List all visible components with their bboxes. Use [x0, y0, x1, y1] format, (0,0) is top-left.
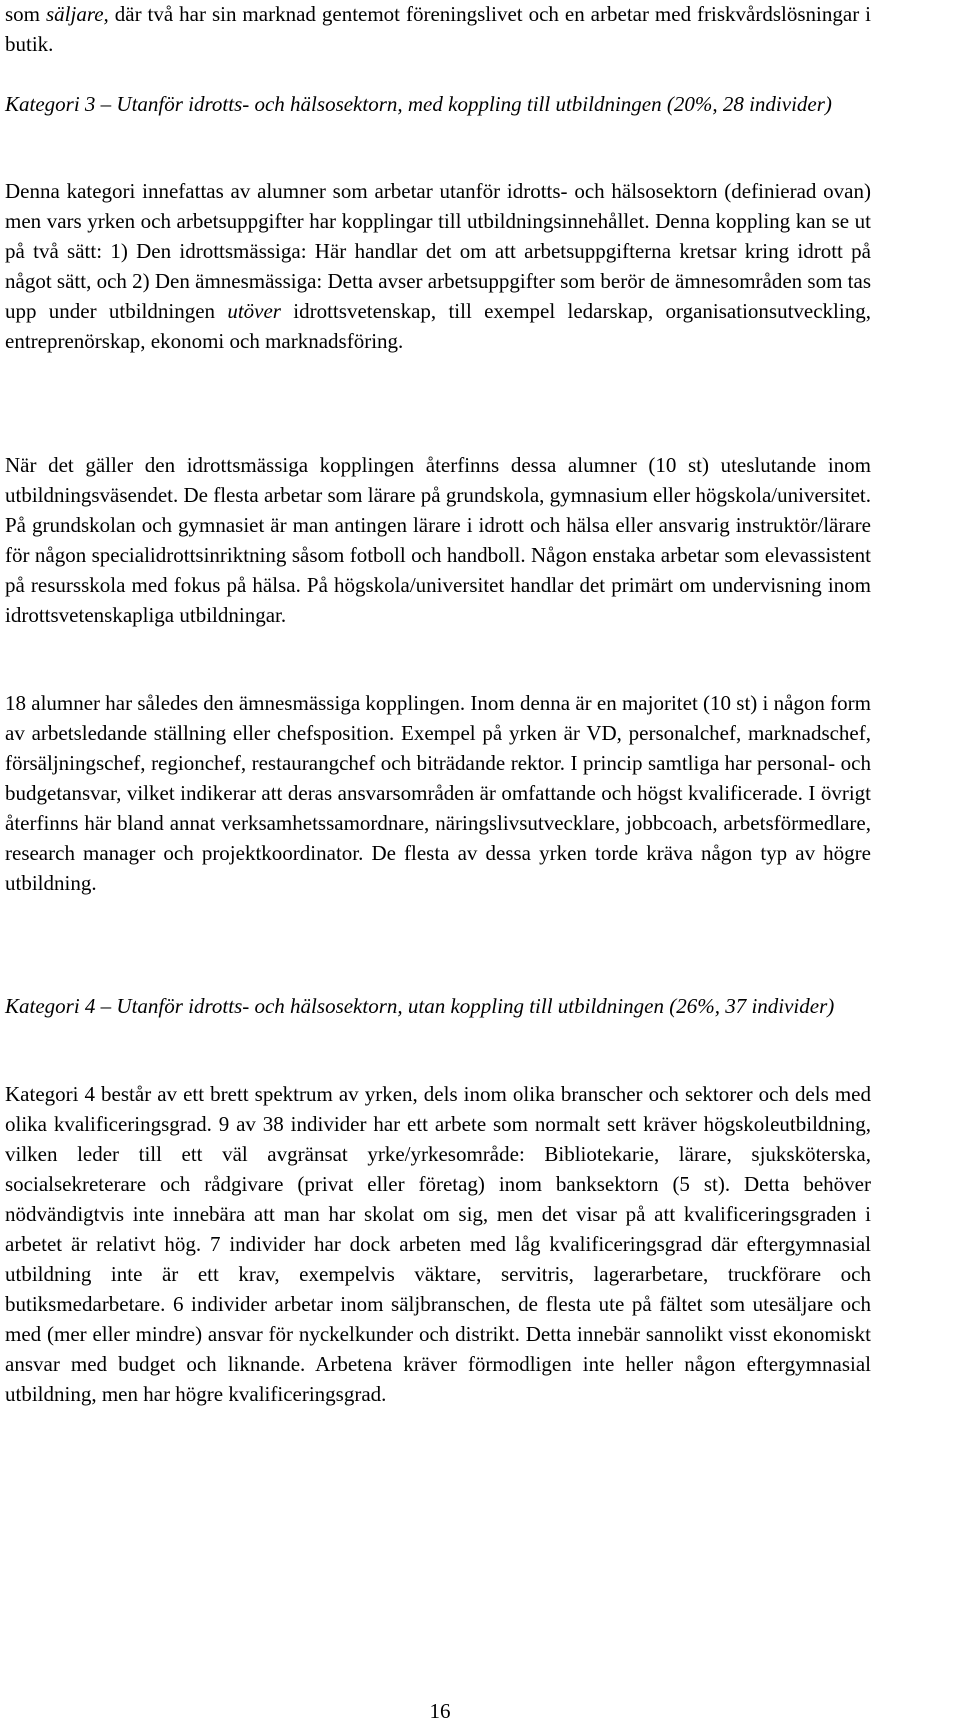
paragraph-category-3-a-italic-word: utöver: [227, 299, 281, 323]
intro-paragraph-text-end: där två har sin marknad gentemot föreningslivet och en arbetar med friskvårdslösningar i butik.: [5, 2, 871, 56]
heading-category-4: Kategori 4 – Utanför idrotts- och hälsosektorn, utan koppling till utbildningen (26%, 37 individer): [5, 994, 835, 1018]
intro-paragraph-italic-word: säljare,: [45, 2, 109, 26]
heading-category-3: Kategori 3 – Utanför idrotts- och hälsosektorn, med koppling till utbildningen (20%, 28 individer): [5, 92, 832, 116]
paragraph-category-3-a-text-start: Denna kategori innefattas av alumner som arbetar utanför idrotts- och hälsosektorn (definierad ovan) men vars yrken och arbetsuppgifter har kopplingar till utbildningsinnehållet. Denna koppling kan se ut på två sätt: 1) Den idrottsmässiga: Här handlar det om att arbetsuppgifterna kretsar kring idrott på något sätt, och 2) Den ämnesmässiga: Detta avser arbetsuppgifter som berör de ämnesområden som tas upp under utbildningen: [5, 179, 871, 323]
paragraph-category-3-a-text-end: idrottsvetenskap, till exempel ledarskap, organisationsutveckling, entreprenörskap, ekonomi och marknadsföring.: [5, 299, 871, 353]
paragraph-category-3-c: 18 alumner har således den ämnesmässiga kopplingen. Inom denna är en majoritet (10 st) i någon form av arbetsledande ställning eller chefsposition. Exempel på yrken är VD, personalchef, marknadschef, försäljningschef, regionchef, restaurangchef och biträdande rektor. I princip samtliga har personal- och budgetansvar, vilket indikerar att deras ansvarsområden är omfattande och högst kvalificerade. I övrigt återfinns här bland annat verksamhetssamordnare, näringslivsutvecklare, jobbcoach, arbetsförmedlare, research manager och projektkoordinator. De flesta av dessa yrken torde kräva någon typ av högre utbildning.: [5, 691, 872, 895]
intro-paragraph-text-start: som: [5, 2, 46, 26]
paragraph-category-4: Kategori 4 består av ett brett spektrum av yrken, dels inom olika branscher och sektorer och dels med olika kvalificeringsgrad. 9 av 38 individer har ett arbete som normalt sett kräver högskoleutbildning, vilken leder till ett väl avgränsat yrke/yrkesområde: Bibliotekarie, lärare, sjuksköterska, socialsekreterare och rådgivare (privat eller företag) inom banksektorn (5 st). Detta behöver nödvändigtvis inte innebära att man har skolat om sig, men det visar på att kvalificeringsgraden i arbetet är relativt hög. 7 individer har dock arbeten med låg kvalificeringsgrad där eftergymnasial utbildning inte är ett krav, exempelvis väktare, servitris, lagerarbetare, truckförare och butiksmedarbetare. 6 individer arbetar inom säljbranschen, de flesta ute på fältet som utesäljare och med (mer eller mindre) ansvar för nyckelkunder och distrikt. Detta innebär sannolikt visst ekonomiskt ansvar med budget och liknande. Arbetena kräver förmodligen inte heller någon eftergymnasial utbildning, men har högre kvalificeringsgrad.: [5, 1082, 871, 1406]
intro-paragraph: [5, 0, 871, 59]
paragraph-category-3-a: [5, 176, 871, 356]
paragraph-category-3-b: När det gäller den idrottsmässiga kopplingen återfinns dessa alumner (10 st) uteslutande inom utbildningsväsendet. De flesta arbetar som lärare på grundskola, gymnasium eller högskola/universitet. På grundskolan och gymnasiet är man antingen lärare i idrott och hälsa eller ansvarig instruktör/lärare för någon specialidrottsinriktning såsom fotboll och handboll. Någon enstaka arbetar som elevassistent på resursskola med fokus på hälsa. På högskola/universitet handlar det primärt om undervisning inom idrottsvetenskapliga utbildningar.: [5, 453, 872, 627]
page-number: 16: [429, 1699, 451, 1723]
